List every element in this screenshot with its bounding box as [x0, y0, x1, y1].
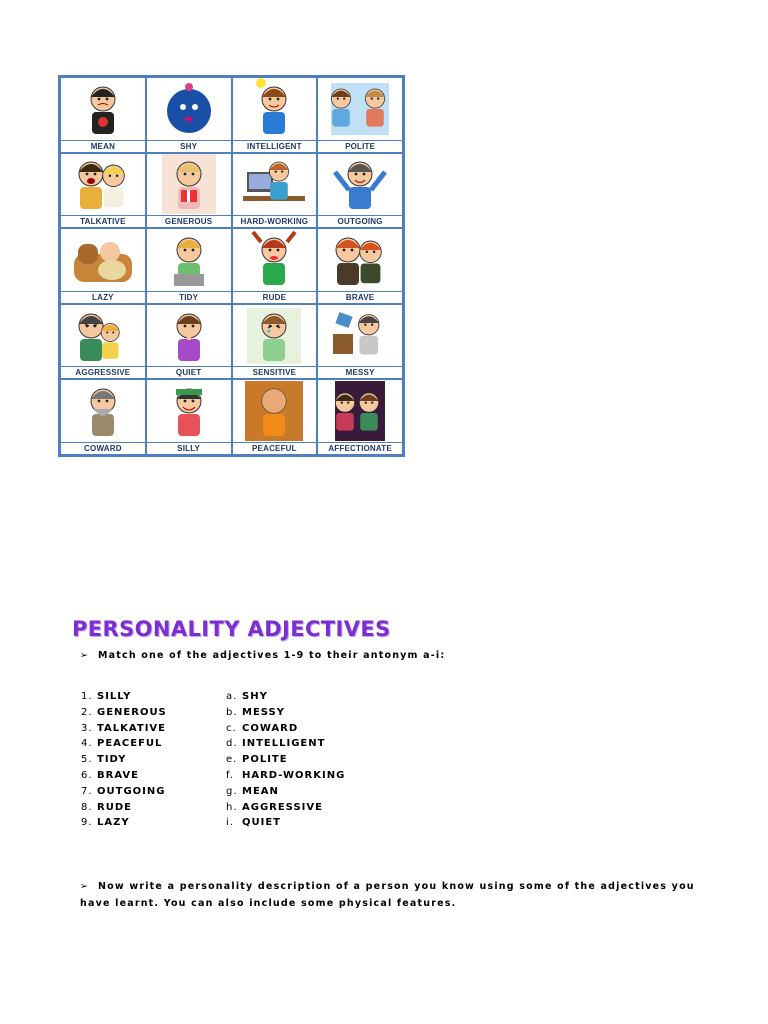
grid-cell-label: TALKATIVE	[61, 215, 145, 227]
mean-icon	[61, 78, 145, 140]
instruction-write	[80, 878, 700, 912]
grid-cell-label: BRAVE	[318, 291, 402, 303]
antonym-list-item	[226, 784, 345, 800]
antonym-list-item	[226, 752, 345, 768]
grid-cell-label: AFFECTIONATE	[318, 442, 402, 454]
grid-cell-aggressive	[60, 304, 146, 380]
adjective-list-item	[81, 784, 167, 800]
grid-cell-silly	[146, 379, 232, 455]
list-item-marker: 5.	[81, 754, 93, 766]
list-item-word: AGGRESSIVE	[242, 801, 323, 813]
list-item-word: SHY	[242, 691, 268, 702]
grid-cell-label: INTELLIGENT	[233, 140, 317, 152]
grid-cell-label: AGGRESSIVE	[61, 366, 145, 378]
adjective-list-item	[81, 800, 167, 816]
grid-cell-label: MESSY	[318, 366, 402, 378]
list-item-word: QUIET	[242, 817, 281, 829]
list-item-marker: g.	[226, 785, 238, 797]
list-item-marker: d.	[226, 738, 238, 750]
arrow-bullet-icon: ➢	[80, 650, 90, 661]
grid-cell-generous	[146, 153, 232, 229]
antonym-list-item	[226, 815, 345, 831]
quiet-icon	[147, 305, 231, 367]
grid-cell-rude	[232, 228, 318, 304]
list-item-marker: f.	[226, 769, 234, 781]
adjective-list-item	[81, 689, 167, 705]
list-item-marker: 6.	[81, 769, 93, 781]
grid-cell-label: POLITE	[318, 140, 402, 152]
tidy-icon	[147, 229, 231, 291]
list-item-word: OUTGOING	[97, 785, 166, 797]
grid-cell-label: LAZY	[61, 291, 145, 303]
adjective-picture-grid	[58, 75, 405, 457]
generous-icon	[147, 154, 231, 216]
grid-cell-label: QUIET	[147, 366, 231, 378]
antonyms-list	[226, 689, 345, 831]
sensitive-icon	[233, 305, 317, 367]
list-item-word: LAZY	[97, 817, 130, 829]
antonym-list-item	[226, 705, 345, 721]
lazy-icon	[61, 229, 145, 291]
list-item-marker: c.	[226, 722, 237, 734]
page-title: PERSONALITY ADJECTIVES	[72, 617, 391, 641]
antonym-list-item	[226, 721, 345, 737]
list-item-marker: 9.	[81, 817, 93, 829]
list-item-word: POLITE	[242, 754, 288, 766]
peaceful-icon	[233, 380, 317, 442]
hard-working-icon	[233, 154, 317, 216]
shy-icon	[147, 78, 231, 140]
coward-icon	[61, 380, 145, 442]
adjective-list-item	[81, 815, 167, 831]
grid-cell-polite	[317, 77, 403, 153]
antonym-list-item	[226, 689, 345, 705]
talkative-icon	[61, 154, 145, 216]
list-item-marker: 3.	[81, 722, 93, 734]
grid-cell-brave	[317, 228, 403, 304]
grid-cell-label: GENEROUS	[147, 215, 231, 227]
grid-cell-label: SENSITIVE	[233, 366, 317, 378]
antonym-list-item	[226, 800, 345, 816]
grid-cell-messy	[317, 304, 403, 380]
grid-cell-outgoing	[317, 153, 403, 229]
grid-cell-coward	[60, 379, 146, 455]
grid-cell-mean	[60, 77, 146, 153]
list-item-marker: 7.	[81, 785, 93, 797]
list-item-marker: b.	[226, 706, 238, 718]
list-item-marker: i.	[226, 817, 234, 829]
grid-cell-intelligent	[232, 77, 318, 153]
adjective-list-item	[81, 752, 167, 768]
grid-cell-quiet	[146, 304, 232, 380]
list-item-word: INTELLIGENT	[242, 738, 326, 750]
grid-cell-peaceful	[232, 379, 318, 455]
list-item-marker: h.	[226, 801, 238, 813]
grid-cell-tidy	[146, 228, 232, 304]
grid-cell-label: SHY	[147, 140, 231, 152]
list-item-word: GENEROUS	[97, 706, 167, 718]
grid-cell-label: MEAN	[61, 140, 145, 152]
list-item-marker: 8.	[81, 801, 93, 813]
silly-icon	[147, 380, 231, 442]
instruction-write-text: Now write a personality description of a person you know using some of the adjectives you have learnt. You can also include some physical features.	[80, 881, 695, 909]
arrow-bullet-icon: ➢	[80, 881, 90, 892]
list-item-word: TALKATIVE	[97, 722, 166, 734]
adjective-list-item	[81, 736, 167, 752]
list-item-marker: a.	[226, 691, 238, 702]
grid-cell-talkative	[60, 153, 146, 229]
adjectives-list	[81, 689, 167, 831]
adjective-list-item	[81, 721, 167, 737]
grid-cell-lazy	[60, 228, 146, 304]
outgoing-icon	[318, 154, 402, 216]
grid-cell-affectionate	[317, 379, 403, 455]
brave-icon	[318, 229, 402, 291]
aggressive-icon	[61, 305, 145, 367]
instruction-match-text: Match one of the adjectives 1-9 to their antonym a-i:	[98, 650, 446, 661]
list-item-marker: e.	[226, 754, 238, 766]
antonym-list-item	[226, 736, 345, 752]
list-item-word: SILLY	[97, 691, 132, 702]
list-item-word: HARD-WORKING	[242, 769, 346, 781]
grid-cell-label: SILLY	[147, 442, 231, 454]
list-item-word: TIDY	[97, 754, 127, 766]
list-item-marker: 1.	[81, 691, 93, 702]
list-item-marker: 4.	[81, 738, 93, 750]
affectionate-icon	[318, 380, 402, 442]
instruction-match	[80, 650, 445, 661]
grid-cell-label: HARD-WORKING	[233, 215, 317, 227]
grid-cell-label: OUTGOING	[318, 215, 402, 227]
antonym-list-item	[226, 768, 345, 784]
list-item-word: BRAVE	[97, 769, 139, 781]
polite-icon	[318, 78, 402, 140]
messy-icon	[318, 305, 402, 367]
list-item-word: COWARD	[242, 722, 299, 734]
grid-cell-sensitive	[232, 304, 318, 380]
grid-cell-label: PEACEFUL	[233, 442, 317, 454]
intelligent-icon	[233, 78, 317, 140]
list-item-word: PEACEFUL	[97, 738, 163, 750]
list-item-word: MEAN	[242, 785, 279, 797]
adjective-list-item	[81, 768, 167, 784]
adjective-list-item	[81, 705, 167, 721]
grid-cell-shy	[146, 77, 232, 153]
grid-cell-hard-working	[232, 153, 318, 229]
rude-icon	[233, 229, 317, 291]
list-item-word: MESSY	[242, 706, 285, 718]
list-item-marker: 2.	[81, 706, 93, 718]
list-item-word: RUDE	[97, 801, 132, 813]
grid-cell-label: RUDE	[233, 291, 317, 303]
grid-cell-label: TIDY	[147, 291, 231, 303]
grid-cell-label: COWARD	[61, 442, 145, 454]
